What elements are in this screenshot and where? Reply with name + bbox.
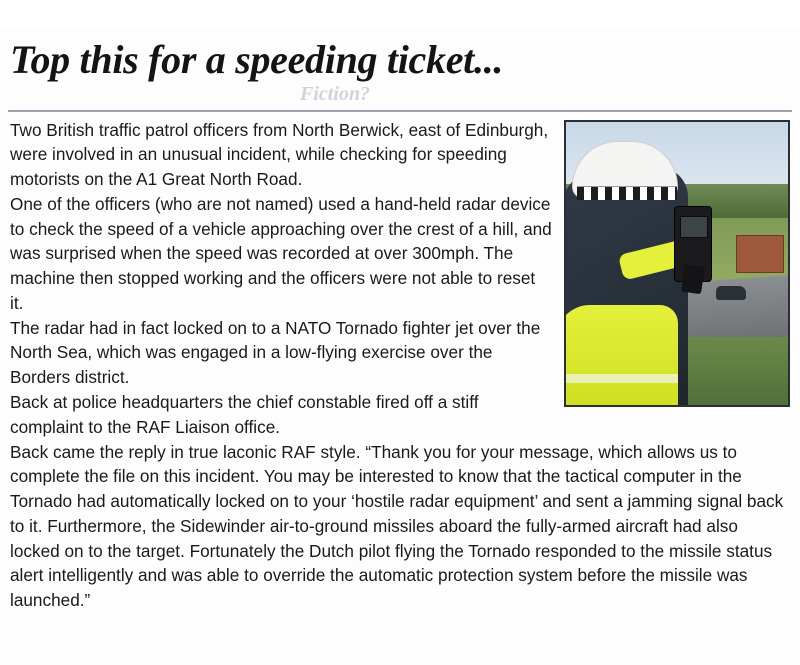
article-photo bbox=[564, 120, 790, 407]
photo-car bbox=[716, 286, 746, 300]
photo-radar-display bbox=[680, 216, 708, 238]
photo-officer bbox=[564, 167, 688, 405]
photo-cap-chequer-band bbox=[577, 186, 677, 200]
photo-hivis-jacket bbox=[564, 305, 678, 405]
paragraph-4: Back at police headquarters the chief constable fired off a stiff complaint to the RAF Liaison office. bbox=[10, 392, 479, 437]
photo-lorry bbox=[736, 235, 784, 273]
photo-radar-grip bbox=[681, 264, 705, 295]
paragraph-3: The radar had in fact locked on to a NATO Tornado fighter jet over the North Sea, which was engaged in a low-flying exercise over the Borders district. bbox=[10, 317, 541, 388]
page-title: Top this for a speeding ticket... bbox=[10, 36, 504, 82]
photo-radar-gun bbox=[674, 206, 712, 282]
article-page bbox=[0, 27, 800, 665]
watermark-text: Fiction? bbox=[300, 82, 371, 105]
paragraph-5: Back came the reply in true laconic RAF style. “Thank you for your message, which allows us to complete the file on this incident. You may be interested to know that the tactical computer in the Tornado had automatically locked on to your ‘hostile radar equipment’ and sent a jamming signal back to it. Furthermore, the Sidewinder air-to-ground missiles aboard the fully-armed aircraft had also locked on to the target. Fortunately the Dutch pilot flying the Tornado responded to the missile status alert intelligently and was able to override the automatic protection system before the missile was launched.” bbox=[10, 441, 784, 611]
photo-hivis-band bbox=[564, 374, 678, 383]
paragraph-2: One of the officers (who are not named) used a hand-held radar device to check the speed of a vehicle approaching over the crest of a hill, and was surprised when the speed was recorded at over 300mph. The machine then stopped working and the officers were not able to reset it. bbox=[10, 193, 552, 313]
paragraph-1: Two British traffic patrol officers from North Berwick, east of Edinburgh, were involved in an unusual incident, while checking for speeding motorists on the A1 Great North Road. bbox=[10, 119, 549, 190]
article-body bbox=[0, 112, 800, 613]
